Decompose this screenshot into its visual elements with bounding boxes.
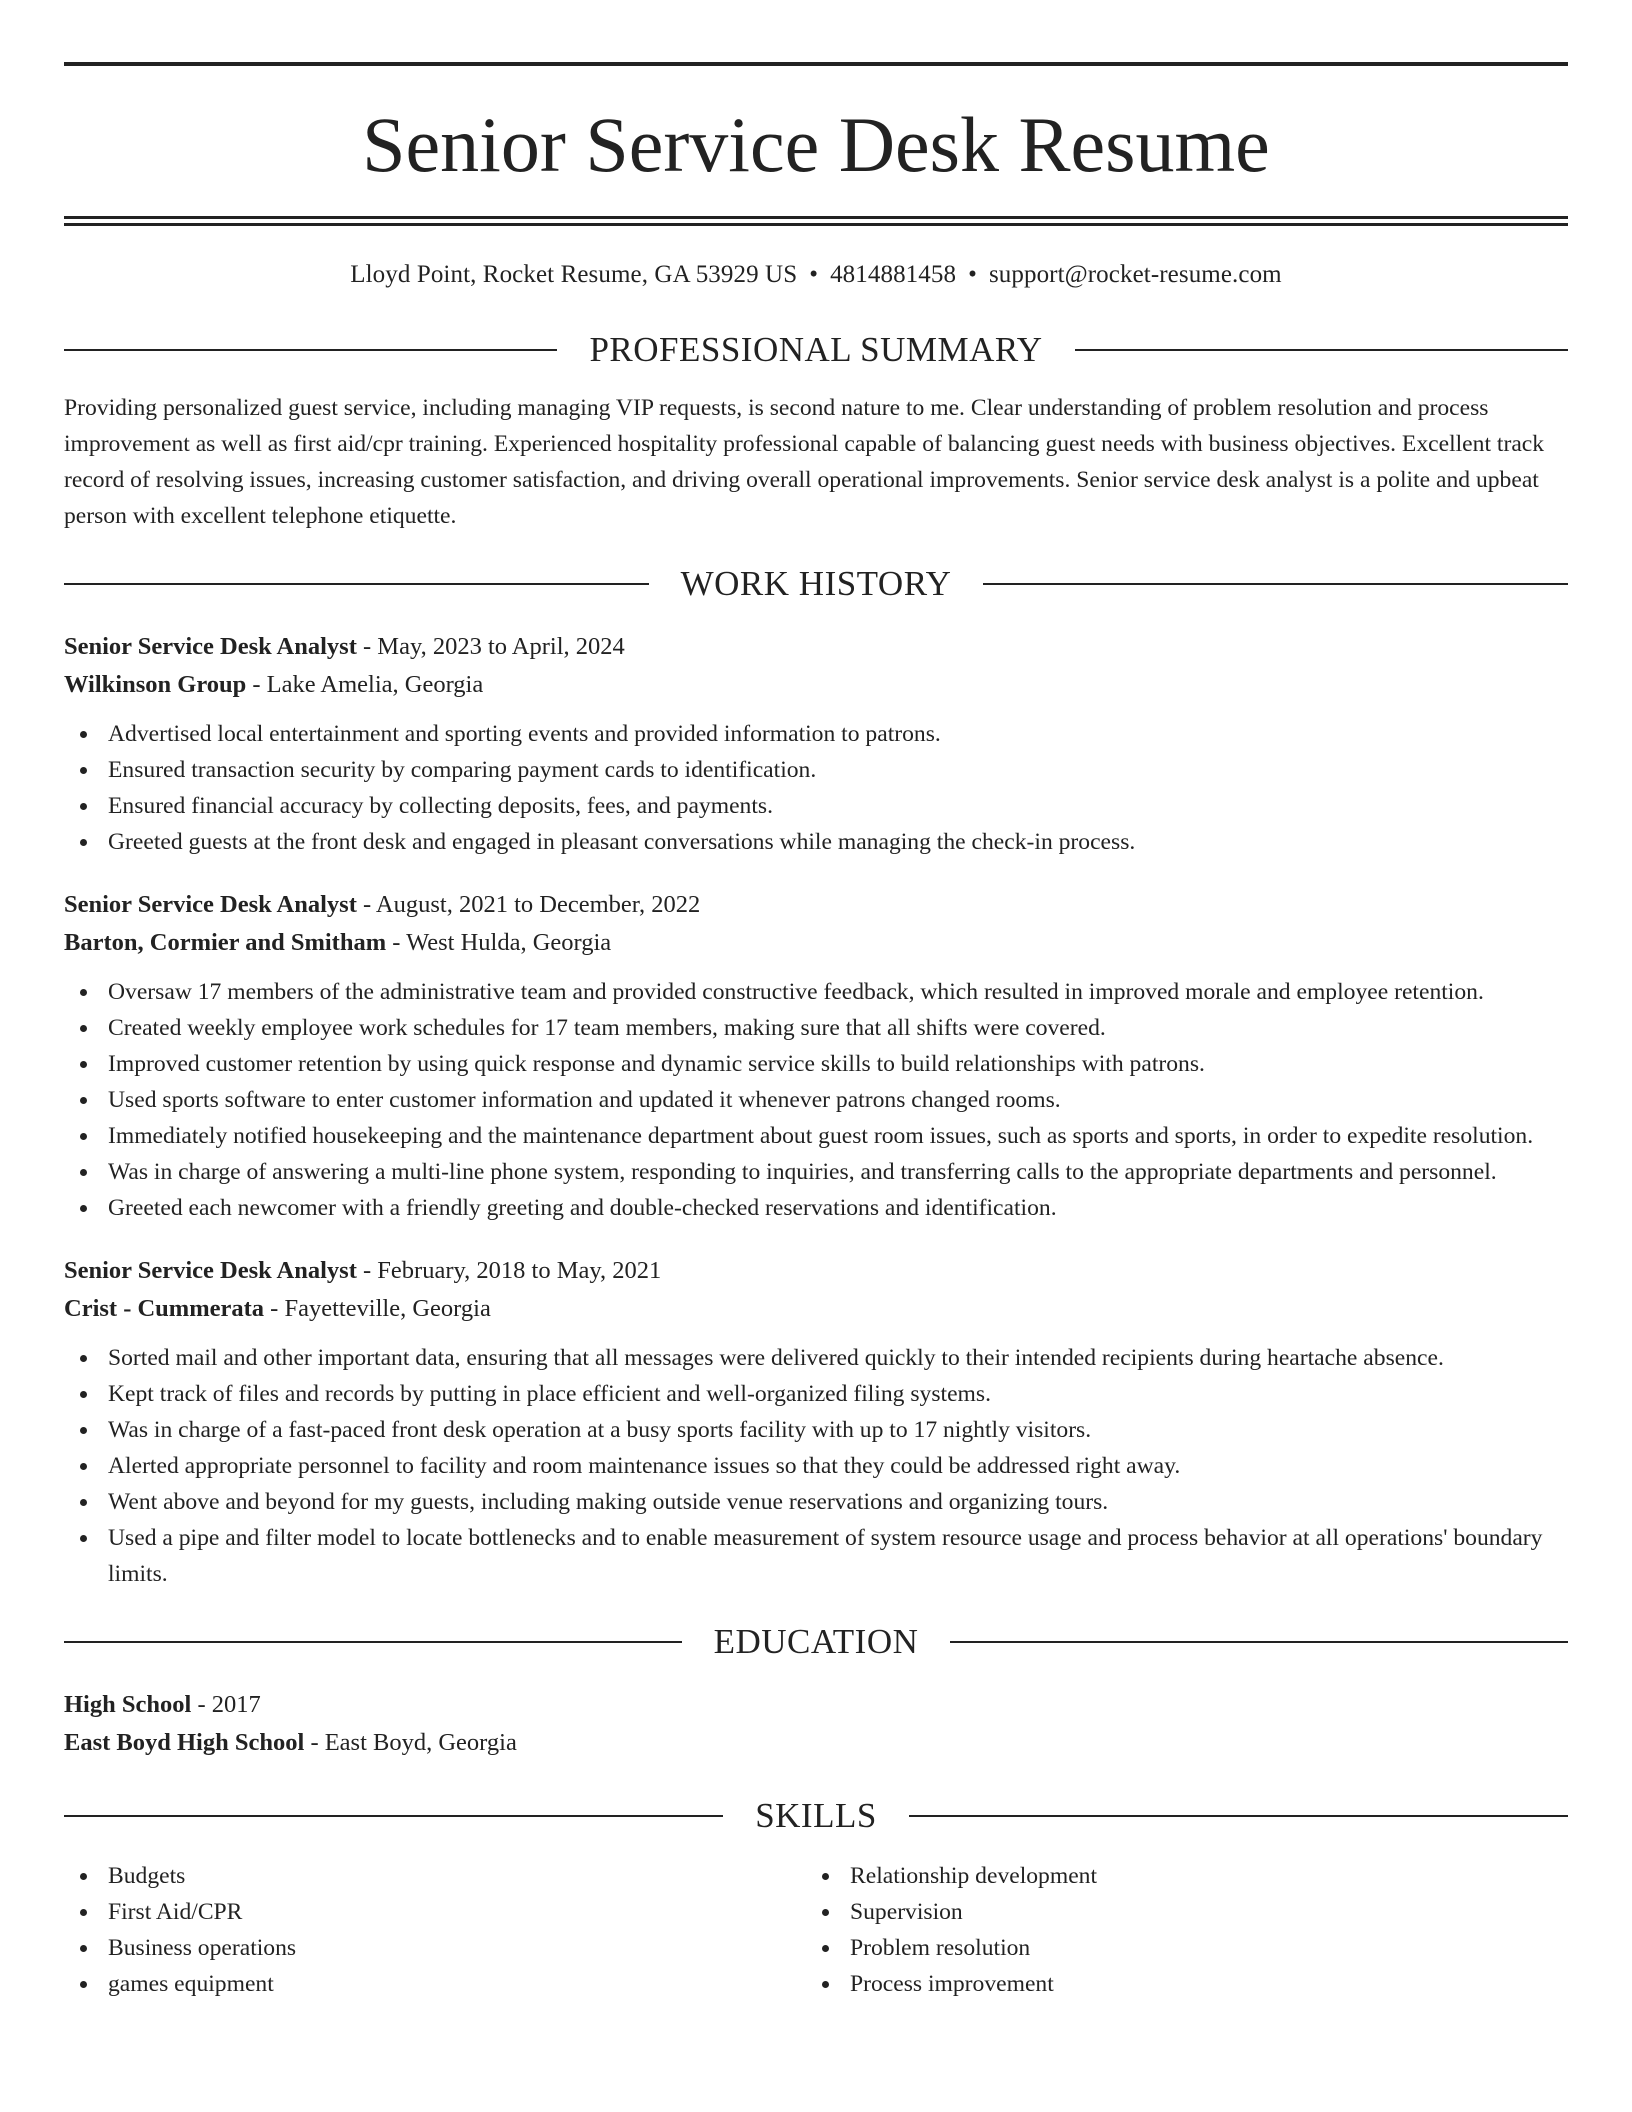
skill-item: games equipment [64,1966,806,2002]
job-title: Senior Service Desk Analyst [64,891,357,918]
skill-item: Problem resolution [806,1930,1548,1966]
work-history-heading-label: WORK HISTORY [680,564,952,603]
job-bullet: Was in charge of a fast-paced front desk operation at a busy sports facility with up to 17 nightly visitors. [64,1412,1568,1448]
job-bullet: Greeted guests at the front desk and engaged in pleasant conversations while managing the check-in process. [64,824,1568,860]
skills-heading [64,1796,1568,1836]
job-company-line [64,1290,1568,1328]
job-entry [64,1252,1568,1592]
heading-rule-right [983,583,1568,585]
education-entry [64,1686,1568,1762]
job-dates: - May, 2023 to April, 2024 [356,633,625,660]
job-company-line [64,924,1568,962]
job-title: Senior Service Desk Analyst [64,633,357,660]
job-bullet: Created weekly employee work schedules for 17 team members, making sure that all shifts were covered. [64,1010,1568,1046]
job-title-line [64,628,1568,666]
job-bullet: Used sports software to enter customer information and updated it whenever patrons changed rooms. [64,1082,1568,1118]
education-school-line [64,1724,1568,1762]
work-history-heading [64,564,1568,604]
resume-title: Senior Service Desk Resume [362,101,1270,188]
job-bullet: Improved customer retention by using quick response and dynamic service skills to build relationships with patrons. [64,1046,1568,1082]
contact-phone: 4814881458 [830,261,957,288]
skill-item: Budgets [64,1858,806,1894]
contact-line [64,260,1568,290]
contact-address: Lloyd Point, Rocket Resume, GA 53929 US [350,261,798,288]
skill-item: First Aid/CPR [64,1894,806,1930]
skills-heading-label: SKILLS [755,1796,877,1835]
summary-heading-label: PROFESSIONAL SUMMARY [589,330,1043,369]
skills-right-column [806,1858,1548,2002]
top-rule [64,62,1568,66]
job-company: Wilkinson Group [64,671,247,698]
job-title: Senior Service Desk Analyst [64,1257,357,1284]
job-title-line [64,1252,1568,1290]
heading-rule-left [64,583,649,585]
heading-rule-left [64,1815,723,1817]
job-company: Barton, Cormier and Smitham [64,929,387,956]
job-bullet: Oversaw 17 members of the administrative team and provided constructive feedback, which resulted in improved morale and employee retention. [64,974,1568,1010]
skills-columns [64,1858,1568,2002]
job-location: - Fayetteville, Georgia [264,1295,491,1322]
skill-item: Supervision [806,1894,1548,1930]
education-degree-line [64,1686,1568,1724]
summary-text: Providing personalized guest service, including managing VIP requests, is second nature to me. Clear understanding of problem resolution and process improvement as well as first aid/cpr training. Experienced hospitality professional capable of balancing guest needs with business objectives. Excellent track record of resolving issues, increasing customer satisfaction, and driving overall operational improvements. Senior service desk analyst is a polite and upbeat person with excellent telephone etiquette. [64,395,1545,529]
title-double-rule [64,216,1568,226]
education-degree: High School [64,1691,192,1718]
education-location: - East Boyd, Georgia [304,1729,517,1756]
job-bullet: Kept track of files and records by putting in place efficient and well-organized filing systems. [64,1376,1568,1412]
resume-page [64,62,1568,2002]
job-bullet: Alerted appropriate personnel to facility and room maintenance issues so that they could be addressed right away. [64,1448,1568,1484]
contact-email: support@rocket-resume.com [988,261,1282,288]
heading-rule-left [64,349,557,351]
heading-rule-right [950,1641,1568,1643]
job-bullets [64,716,1568,860]
skills-left-column [64,1858,806,2002]
contact-separator: • [809,261,819,288]
heading-rule-right [909,1815,1568,1817]
heading-rule-left [64,1641,682,1643]
job-dates: - February, 2018 to May, 2021 [356,1257,662,1284]
education-year: - 2017 [191,1691,261,1718]
job-company-line [64,666,1568,704]
job-bullet: Advertised local entertainment and sporting events and provided information to patrons. [64,716,1568,752]
job-company: Crist - Cummerata [64,1295,265,1322]
job-bullet: Ensured financial accuracy by collecting deposits, fees, and payments. [64,788,1568,824]
job-bullet: Sorted mail and other important data, ensuring that all messages were delivered quickly to their intended recipients during heartache absence. [64,1340,1568,1376]
job-bullets [64,974,1568,1226]
job-bullet: Was in charge of answering a multi-line phone system, responding to inquiries, and transferring calls to the appropriate departments and personnel. [64,1154,1568,1190]
job-location: - West Hulda, Georgia [386,929,612,956]
job-bullet: Ensured transaction security by comparing payment cards to identification. [64,752,1568,788]
job-title-line [64,886,1568,924]
job-bullet: Greeted each newcomer with a friendly greeting and double-checked reservations and identification. [64,1190,1568,1226]
summary-heading [64,330,1568,370]
education-school: East Boyd High School [64,1729,305,1756]
job-bullet: Went above and beyond for my guests, including making outside venue reservations and organizing tours. [64,1484,1568,1520]
contact-separator: • [968,261,977,288]
education-heading [64,1622,1568,1662]
heading-rule-right [1075,349,1568,351]
job-dates: - August, 2021 to December, 2022 [356,891,701,918]
skill-item: Business operations [64,1930,806,1966]
job-location: - Lake Amelia, Georgia [246,671,484,698]
job-entry [64,886,1568,1226]
skill-item: Process improvement [806,1966,1548,2002]
skill-item: Relationship development [806,1858,1548,1894]
education-heading-label: EDUCATION [713,1622,919,1661]
job-bullet: Used a pipe and filter model to locate bottlenecks and to enable measurement of system resource usage and process behavior at all operations' boundary limits. [64,1520,1568,1592]
job-bullets [64,1340,1568,1592]
job-entry [64,628,1568,860]
job-bullet: Immediately notified housekeeping and the maintenance department about guest room issues, such as sports and sports, in order to expedite resolution. [64,1118,1568,1154]
